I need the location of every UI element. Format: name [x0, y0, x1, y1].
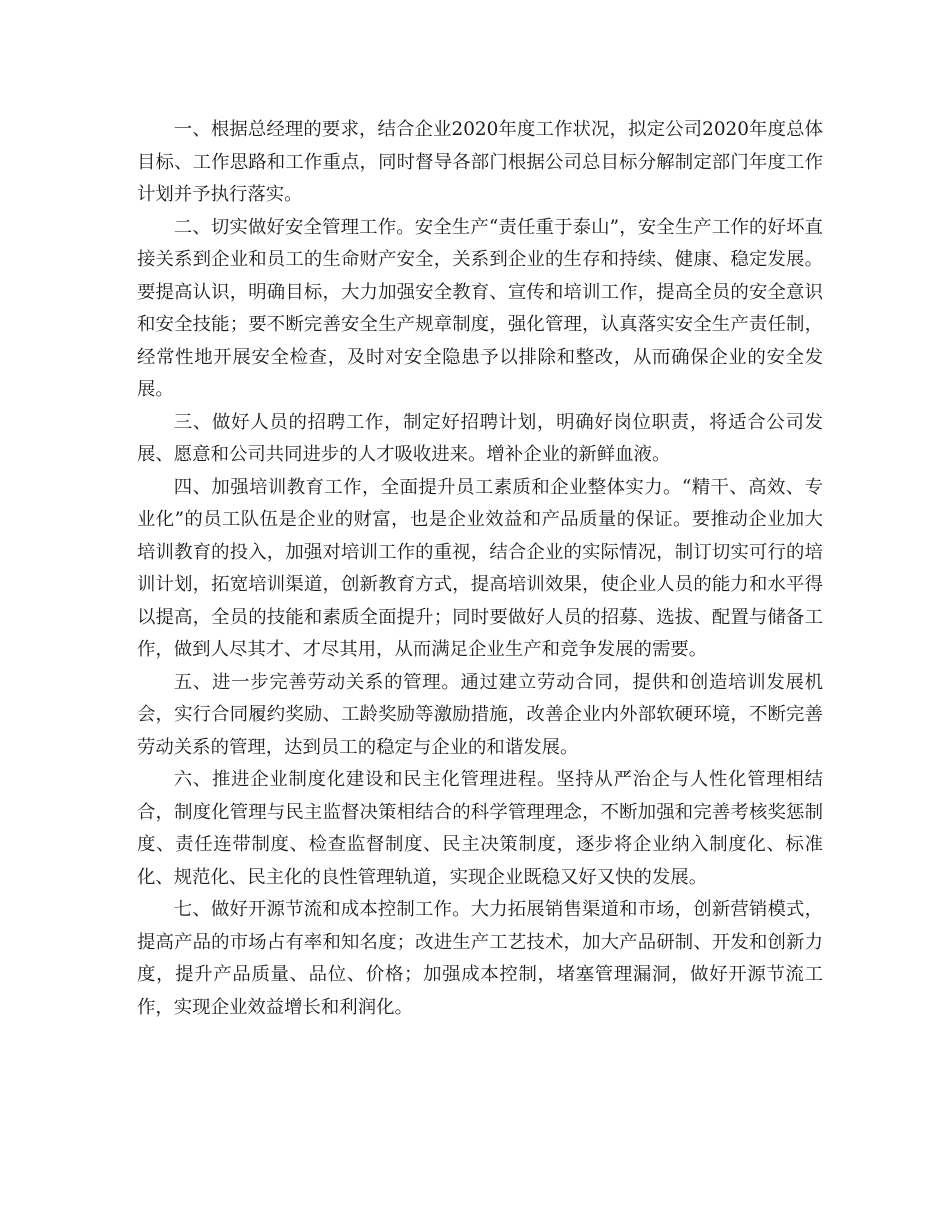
paragraph-3: 三、做好人员的招聘工作，制定好招聘计划，明确好岗位职责，将适合公司发展、愿意和公司共同进步的人才吸收进来。增补企业的新鲜血液。	[137, 411, 823, 465]
paragraph-6: 六、推进企业制度化建设和民主化管理进程。坚持从严治企与人性化管理相结合，制度化管理与民主监督决策相结合的科学管理理念，不断加强和完善考核奖惩制度、责任连带制度、检查监督制度、民主决策制度，逐步将企业纳入制度化、标准化、规范化、民主化的良性管理轨道，实现企业既稳又好又快的发展。	[137, 769, 823, 888]
paragraph-4: 四、加强培训教育工作，全面提升员工素质和企业整体实力。“精干、高效、专业化”的员工队伍是企业的财富，也是企业效益和产品质量的保证。要推动企业加大培训教育的投入，加强对培训工作的重视，结合企业的实际情况，制订切实可行的培训计划，拓宽培训渠道，创新教育方式，提高培训效果，使企业人员的能力和水平得以提高，全员的技能和素质全面提升；同时要做好人员的招募、选拔、配置与储备工作，做到人尽其才、才尽其用，从而满足企业生产和竞争发展的需要。	[137, 476, 823, 660]
paragraph-2: 二、切实做好安全管理工作。安全生产“责任重于泰山”，安全生产工作的好坏直接关系到企业和员工的生命财产安全，关系到企业的生存和持续、健康、稳定发展。要提高认识，明确目标，大力加强安全教育、宣传和培训工作，提高全员的安全意识和安全技能；要不断完善安全生产规章制度，强化管理，认真落实安全生产责任制，经常性地开展安全检查，及时对安全隐患予以排除和整改，从而确保企业的安全发展。	[137, 216, 823, 400]
paragraph-5: 五、进一步完善劳动关系的管理。通过建立劳动合同，提供和创造培训发展机会，实行合同履约奖励、工龄奖励等激励措施，改善企业内外部软硬环境，不断完善劳动关系的管理，达到员工的稳定与企业的和谐发展。	[137, 671, 823, 758]
document-body	[137, 114, 823, 1024]
paragraph-1: 一、根据总经理的要求，结合企业2020年度工作状况，拟定公司2020年度总体目标、工作思路和工作重点，同时督导各部门根据公司总目标分解制定部门年度工作计划并予执行落实。	[137, 119, 823, 205]
paragraph-7: 七、做好开源节流和成本控制工作。大力拓展销售渠道和市场，创新营销模式，提高产品的市场占有率和知名度；改进生产工艺技术，加大产品研制、开发和创新力度，提升产品质量、品位、价格；加强成本控制，堵塞管理漏洞，做好开源节流工作，实现企业效益增长和利润化。	[137, 899, 823, 1018]
